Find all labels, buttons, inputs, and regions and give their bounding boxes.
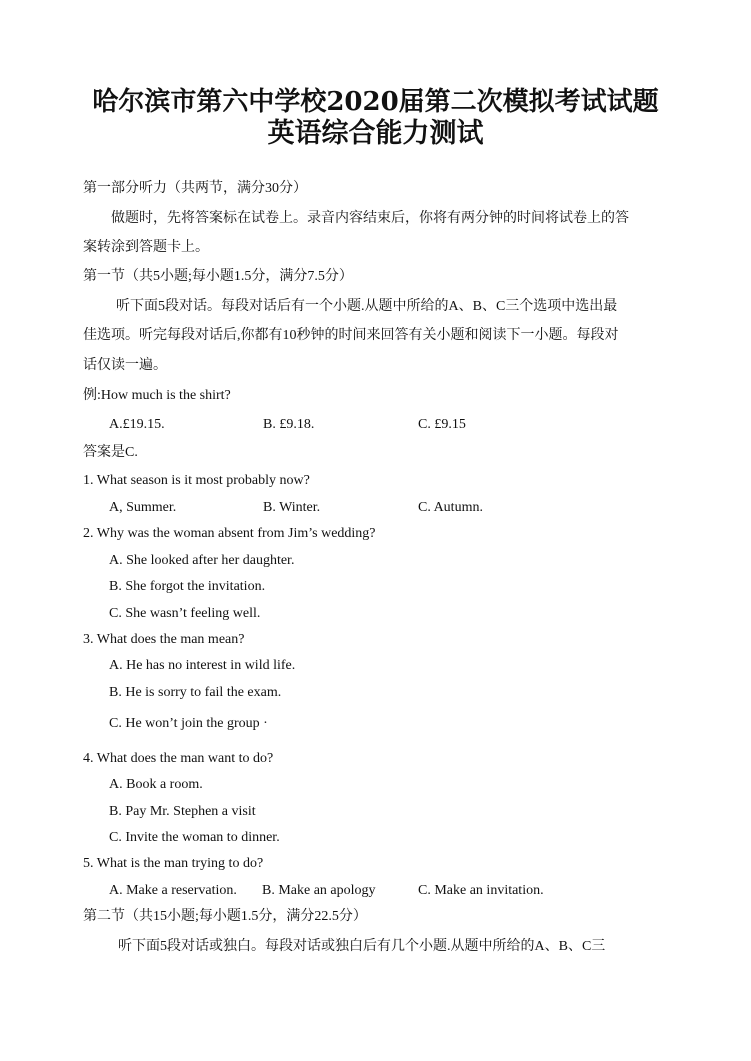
part1-instructions-line1: 做题时，先将答案标在试卷上。录音内容结束后，你将有两分钟的时间将试卷上的答 [111, 211, 629, 226]
section1-instructions-line2: 佳选项。听完每段对话后,你都有10秒钟的时间来回答有关小题和阅读下一小题。每段对 [83, 328, 619, 343]
question-1-option-a: A, Summer. [109, 500, 177, 515]
example-option-c: C. £9.15 [418, 417, 466, 432]
section2-heading: 第二节（共15小题;每小题1.5分，满分22.5分） [83, 909, 367, 924]
example-option-a: A.£19.15. [109, 417, 165, 432]
question-4-option-c: C. Invite the woman to dinner. [109, 830, 280, 845]
section1-heading: 第一节（共5小题;每小题1.5分，满分7.5分） [83, 269, 353, 284]
question-2-option-c: C. She wasn’t feeling well. [109, 606, 261, 621]
question-2-option-a: A. She looked after her daughter. [109, 553, 295, 568]
question-3-option-c: C. He won’t join the group · [109, 716, 268, 731]
question-4-option-b: B. Pay Mr. Stephen a visit [109, 804, 256, 819]
question-1-option-b: B. Winter. [263, 500, 321, 515]
question-5-option-a: A. Make a reservation. [109, 883, 237, 898]
question-1-stem: 1. What season is it most probably now? [83, 473, 310, 488]
part1-heading: 第一部分听力（共两节，满分30分） [83, 181, 307, 196]
section2-instructions-line1: 听下面5段对话或独白。每段对话或独白后有几个小题.从题中所给的A、B、C三 [118, 939, 606, 954]
exam-title: 哈尔滨市第六中学校2020届第二次模拟考试试题 [92, 87, 659, 117]
section1-instructions-line1: 听下面5段对话。每段对话后有一个小题.从题中所给的A、B、C三个选项中选出最 [116, 299, 618, 314]
part1-instructions-line2: 案转涂到答题卡上。 [83, 240, 209, 255]
question-3-stem: 3. What does the man mean? [83, 632, 245, 647]
question-5-option-b: B. Make an apology [262, 883, 376, 898]
question-2-option-b: B. She forgot the invitation. [109, 579, 266, 594]
question-3-option-b: B. He is sorry to fail the exam. [109, 685, 282, 700]
question-3-option-a: A. He has no interest in wild life. [109, 658, 296, 673]
example-answer: 答案是C. [83, 445, 138, 460]
example-option-b: B. £9.18. [263, 417, 315, 432]
question-4-option-a: A. Book a room. [109, 777, 203, 792]
question-5-stem: 5. What is the man trying to do? [83, 856, 264, 871]
question-2-stem: 2. Why was the woman absent from Jim’s wedding? [83, 526, 376, 541]
question-5-option-c: C. Make an invitation. [418, 883, 544, 898]
exam-subtitle: 英语综合能力测试 [267, 118, 484, 149]
example-question: 例:How much is the shirt? [83, 388, 231, 403]
question-1-option-c: C. Autumn. [418, 500, 483, 515]
section1-instructions-line3: 话仅读一遍。 [83, 358, 167, 373]
question-4-stem: 4. What does the man want to do? [83, 751, 274, 766]
